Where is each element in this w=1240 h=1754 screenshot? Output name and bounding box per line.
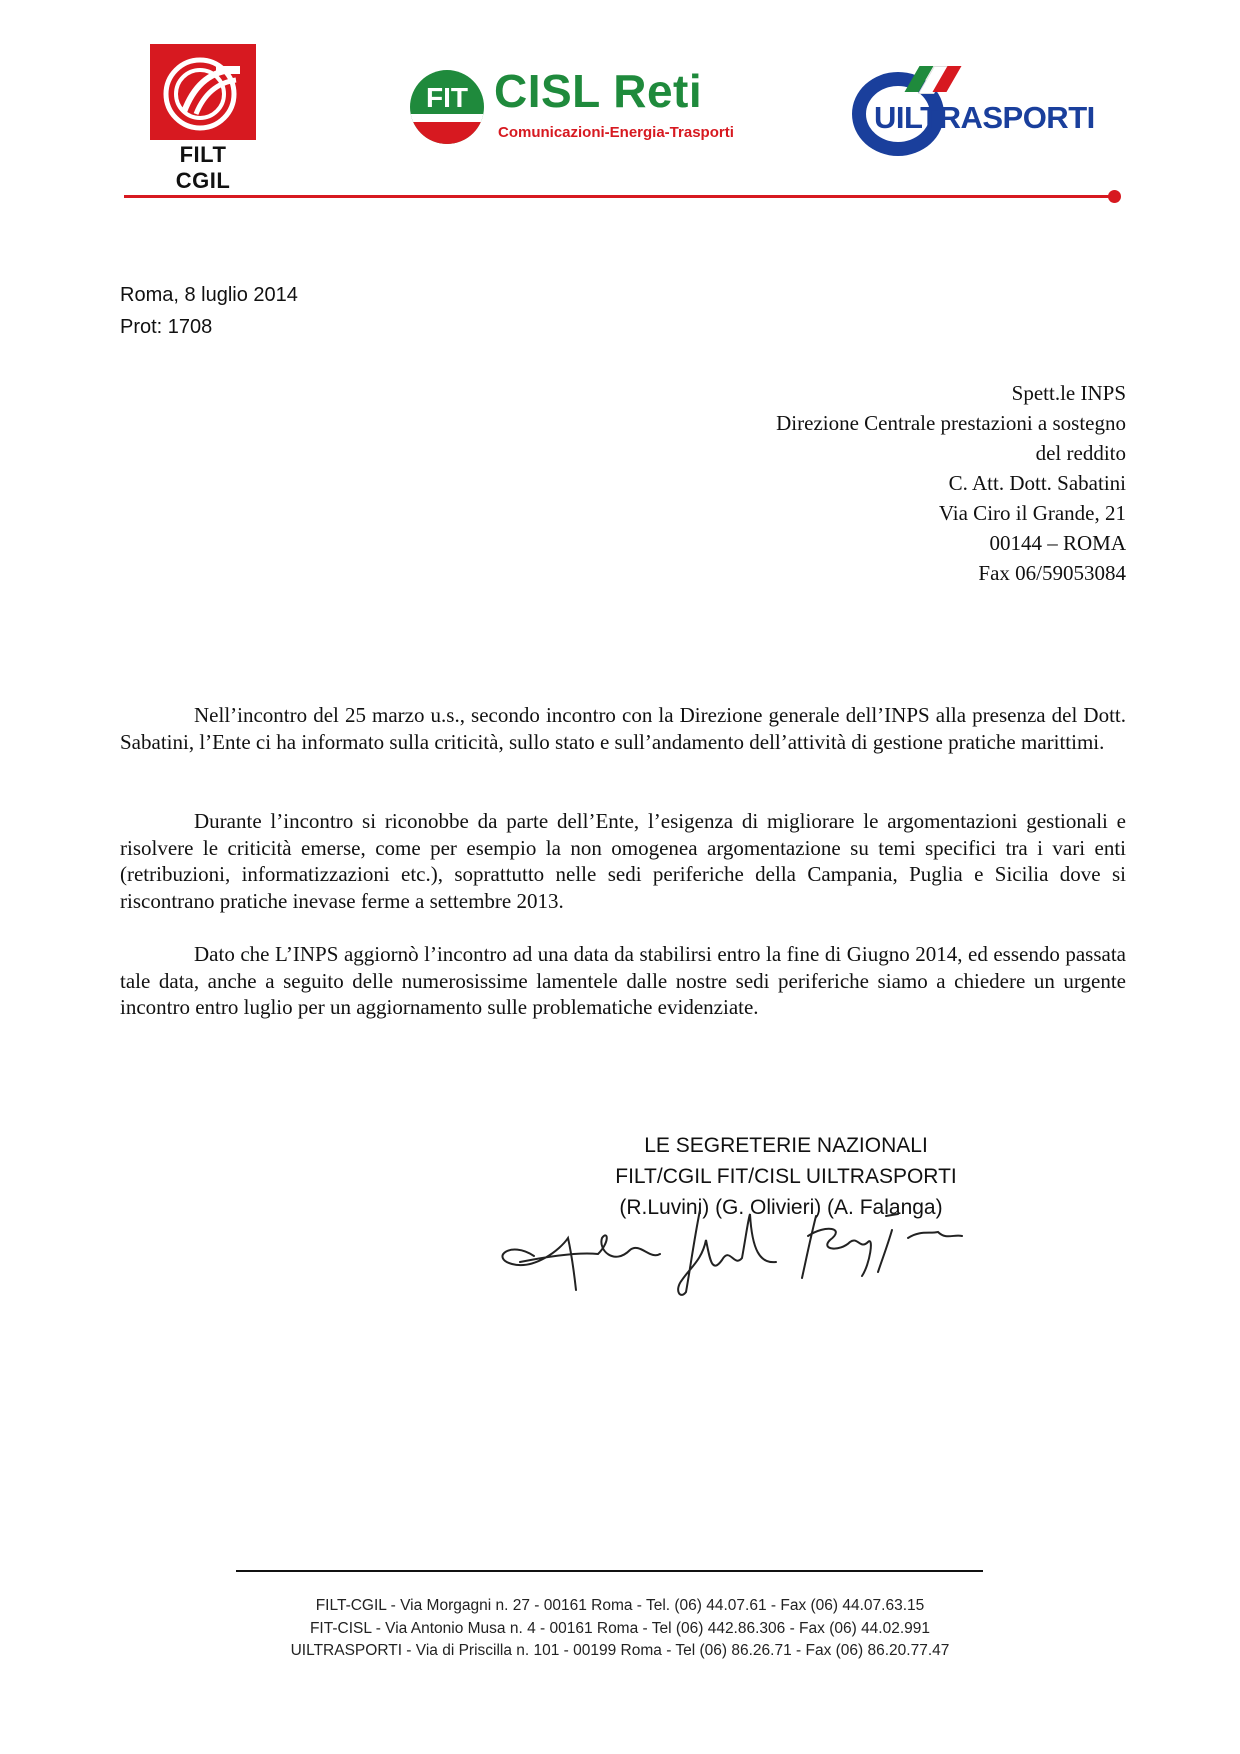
recipient-line: Fax 06/59053084 (978, 561, 1126, 585)
uiltrasporti-title: UILTRASPORTI (874, 100, 1095, 135)
recipient-address (776, 378, 1126, 588)
letter-protocol: Prot: 1708 (120, 316, 213, 338)
letter-date: Roma, 8 luglio 2014 (120, 284, 298, 306)
header-divider-dot (1108, 190, 1121, 203)
cisl-reti-title: CISL Reti (494, 65, 703, 117)
recipient-line: Via Ciro il Grande, 21 (938, 501, 1126, 525)
signature-luvini (503, 1235, 660, 1290)
header-divider (124, 195, 1114, 198)
cisl-reti-subtitle: Comunicazioni-Energia-Trasporti (498, 124, 734, 141)
body-paragraph-3: Dato che L’INPS aggiornò l’incontro ad una data da stabilirsi entro la fine di Giugno 2014, ed essendo passata tale data, anche a seguito delle numerosissime lamentele dalle nostre sedi periferiche siamo a chiedere un urgente incontro entro luglio per un aggiornamento sulle problematiche evidenziate. (120, 942, 1126, 1019)
signature-heading: LE SEGRETERIE NAZIONALI (644, 1134, 928, 1157)
uiltrasporti-logo (852, 62, 1120, 162)
footer-divider (236, 1570, 983, 1572)
recipient-line: 00144 – ROMA (989, 531, 1126, 555)
signature-unions: FILT/CGIL FIT/CISL UILTRASPORTI (615, 1165, 957, 1188)
fit-badge-text: FIT (426, 82, 468, 113)
body-paragraph-1: Nell’incontro del 25 marzo u.s., secondo incontro con la Direzione generale dell’INPS alla presenza del Dott. Sabatini, l’Ente ci ha informato sulla criticità, sullo stato e sull’andamento dell’attività di gestione pratiche marittimi. (120, 703, 1126, 754)
footer-line-filt-cgil: FILT-CGIL - Via Morgagni n. 27 - 00161 Roma - Tel. (06) 44.07.61 - Fax (06) 44.07.63.15 (315, 1597, 925, 1614)
handwritten-signatures (490, 1180, 990, 1310)
recipient-line: Spett.le INPS (1011, 381, 1126, 405)
footer-line-fit-cisl: FIT-CISL - Via Antonio Musa n. 4 - 00161 Roma - Tel (06) 442.86.306 - Fax (06) 44.02.991 (309, 1620, 931, 1637)
fit-cisl-reti-logo (410, 65, 734, 156)
recipient-line: C. Att. Dott. Sabatini (948, 471, 1126, 495)
filt-cgil-emblem-icon (150, 44, 256, 140)
filt-cgil-logo (150, 44, 256, 193)
signature-names: (R.Luvini) (G. Olivieri) (A. Falanga) (619, 1196, 943, 1219)
recipient-line: del reddito (1035, 441, 1126, 465)
recipient-line: Direzione Centrale prestazioni a sostegno (776, 411, 1126, 435)
body-paragraph-2: Durante l’incontro si riconobbe da parte dell’Ente, l’esigenza di migliorare le argomentazioni gestionali e risolvere le criticità emerse, come per esempio la non omogenea argomentazione su temi specifici tra i vari enti (retribuzioni, informatizzazioni etc.), soprattutto nelle sedi periferiche della Campania, Puglia e Sicilia dove si riscontrano pratiche inevase ferme a settembre 2013. (120, 809, 1126, 913)
filt-cgil-caption: FILT CGIL (175, 142, 231, 193)
signature-olivieri (678, 1210, 776, 1295)
footer-line-uiltrasporti: UILTRASPORTI - Via di Priscilla n. 101 - 00199 Roma - Tel (06) 86.26.71 - Fax (06) 86.20.77.47 (290, 1642, 950, 1659)
signature-falanga (802, 1214, 962, 1278)
